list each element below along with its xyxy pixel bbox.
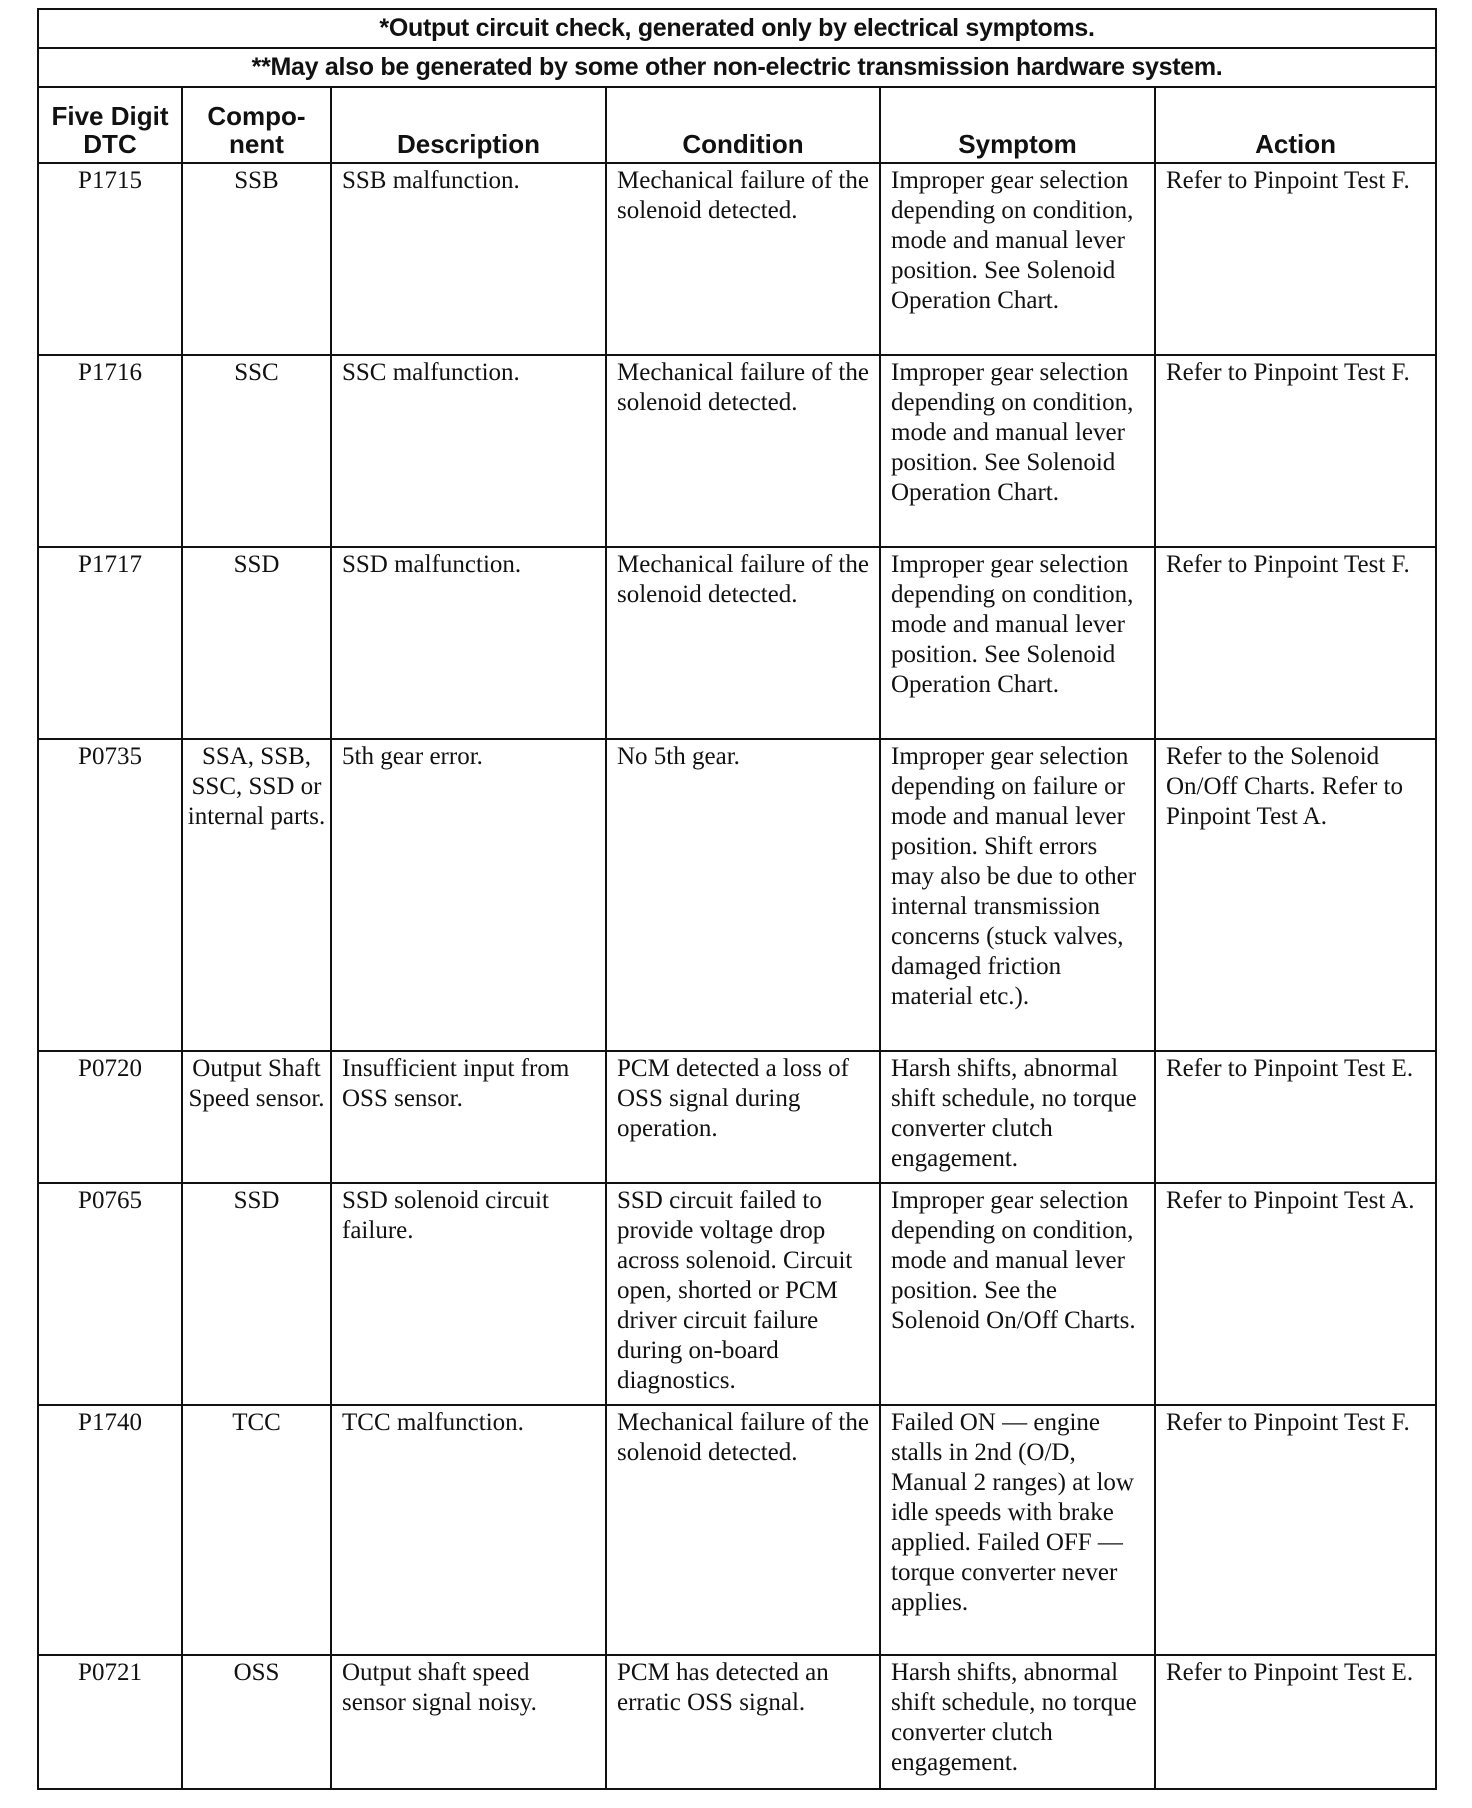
condition: Mechanical failure of the solenoid detected. [606,355,880,547]
dtc-code: P0735 [38,739,182,1051]
table-row [38,1051,1436,1183]
description: 5th gear error. [331,739,606,1051]
table-row [38,1405,1436,1655]
dtc-code: P1716 [38,355,182,547]
condition: PCM has detected an erratic OSS signal. [606,1655,880,1789]
header-row [38,87,1436,163]
symptom: Harsh shifts, abnormal shift schedule, no torque converter clutch engagement. [880,1655,1155,1789]
header-symptom: Symptom [880,87,1155,163]
component: SSB [182,163,331,355]
description: SSC malfunction. [331,355,606,547]
dtc-code: P1717 [38,547,182,739]
table-row [38,163,1436,355]
condition: No 5th gear. [606,739,880,1051]
header-dtc-line1: Five Digit [51,101,169,131]
header-condition: Condition [606,87,880,163]
component: SSA, SSB, SSC, SSD or internal parts. [182,739,331,1051]
description: TCC malfunction. [331,1405,606,1655]
component: Output Shaft Speed sensor. [182,1051,331,1183]
table-row [38,1183,1436,1405]
action: Refer to Pinpoint Test F. [1155,1405,1436,1655]
component: SSD [182,547,331,739]
description: Insufficient input from OSS sensor. [331,1051,606,1183]
table-row [38,739,1436,1051]
header-component [182,87,331,163]
condition: Mechanical failure of the solenoid detected. [606,163,880,355]
condition: PCM detected a loss of OSS signal during operation. [606,1051,880,1183]
component: TCC [182,1405,331,1655]
component: SSC [182,355,331,547]
dtc-chart-sheet [37,8,1435,1790]
condition: Mechanical failure of the solenoid detected. [606,547,880,739]
condition: SSD circuit failed to provide voltage drop across solenoid. Circuit open, shorted or PCM driver circuit failure during on-board diagnostics. [606,1183,880,1405]
dtc-code: P0721 [38,1655,182,1789]
symptom: Harsh shifts, abnormal shift schedule, no torque converter clutch engagement. [880,1051,1155,1183]
action: Refer to Pinpoint Test E. [1155,1051,1436,1183]
description: SSD solenoid circuit failure. [331,1183,606,1405]
action: Refer to Pinpoint Test A. [1155,1183,1436,1405]
action: Refer to Pinpoint Test F. [1155,163,1436,355]
symptom: Improper gear selection depending on condition, mode and manual lever position. See Solenoid Operation Chart. [880,355,1155,547]
symptom: Failed ON — engine stalls in 2nd (O/D, Manual 2 ranges) at low idle speeds with brake applied. Failed OFF — torque converter never applies. [880,1405,1155,1655]
footnote-non-electric: **May also be generated by some other non-electric transmission hardware system. [38,48,1436,87]
dtc-code: P1740 [38,1405,182,1655]
dtc-code: P0765 [38,1183,182,1405]
header-dtc-line2: DTC [83,129,137,159]
action: Refer to the Solenoid On/Off Charts. Refer to Pinpoint Test A. [1155,739,1436,1051]
condition: Mechanical failure of the solenoid detected. [606,1405,880,1655]
footnote-electrical: *Output circuit check, generated only by electrical symptoms. [38,9,1436,48]
symptom: Improper gear selection depending on condition, mode and manual lever position. See the Solenoid On/Off Charts. [880,1183,1155,1405]
note-row-1 [38,9,1436,48]
component: SSD [182,1183,331,1405]
note-row-2 [38,48,1436,87]
description: SSB malfunction. [331,163,606,355]
table-row [38,355,1436,547]
symptom: Improper gear selection depending on condition, mode and manual lever position. See Solenoid Operation Chart. [880,547,1155,739]
header-component-line1: Compo- [207,101,306,131]
dtc-table [37,8,1437,1790]
action: Refer to Pinpoint Test F. [1155,547,1436,739]
table-row [38,547,1436,739]
dtc-code: P0720 [38,1051,182,1183]
action: Refer to Pinpoint Test E. [1155,1655,1436,1789]
header-description: Description [331,87,606,163]
header-component-line2: nent [229,129,284,159]
header-dtc [38,87,182,163]
action: Refer to Pinpoint Test F. [1155,355,1436,547]
table-row [38,1655,1436,1789]
symptom: Improper gear selection depending on condition, mode and manual lever position. See Solenoid Operation Chart. [880,163,1155,355]
header-action: Action [1155,87,1436,163]
dtc-code: P1715 [38,163,182,355]
symptom: Improper gear selection depending on failure or mode and manual lever position. Shift errors may also be due to other internal transmission concerns (stuck valves, damaged friction material etc.). [880,739,1155,1051]
component: OSS [182,1655,331,1789]
description: SSD malfunction. [331,547,606,739]
description: Output shaft speed sensor signal noisy. [331,1655,606,1789]
